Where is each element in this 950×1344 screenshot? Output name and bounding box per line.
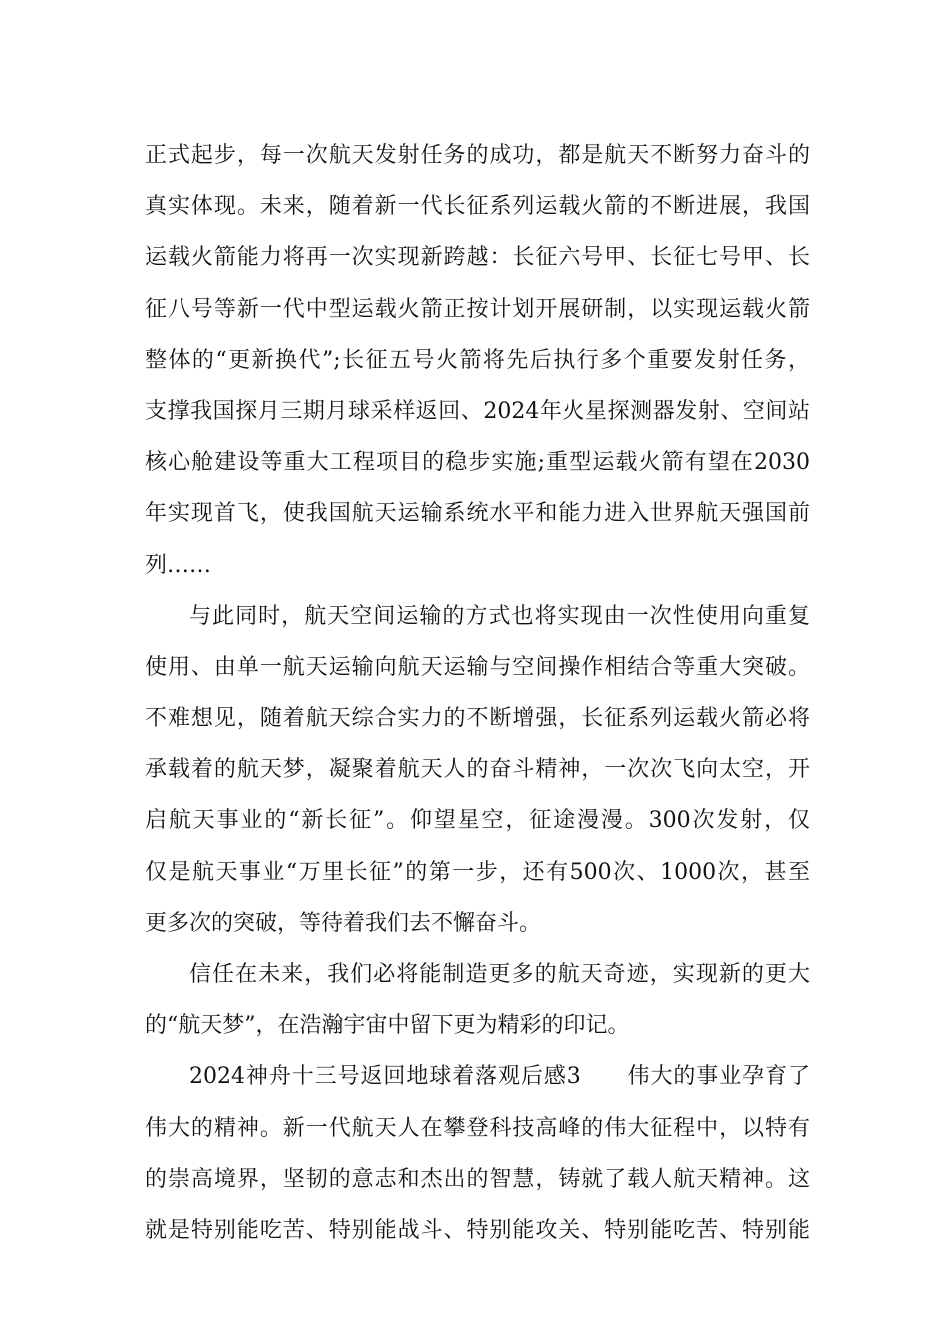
text-line: 征八号等新一代中型运载火箭正按计划开展研制，以实现运载火箭	[145, 296, 810, 322]
text-line: 承载着的航天梦，凝聚着航天人的奋斗精神，一次次飞向太空，开	[145, 757, 810, 783]
text-line: 整体的“更新换代”;长征五号火箭将先后执行多个重要发射任务，	[145, 347, 810, 373]
paragraph	[145, 130, 810, 591]
text-line: 使用、由单一航天运输向航天运输与空间操作相结合等重大突破。	[145, 654, 810, 680]
document-body	[145, 130, 810, 1256]
paragraph	[145, 949, 810, 1051]
text-line: 仅是航天事业“万里长征”的第一步，还有500次、1000次，甚至	[145, 859, 810, 885]
text-line: 与此同时，航天空间运输的方式也将实现由一次性使用向重复	[189, 603, 810, 629]
text-line: 信任在未来，我们必将能制造更多的航天奇迹，实现新的更大	[189, 962, 810, 987]
text-line: 2024神舟十三号返回地球着落观后感3 伟大的事业孕育了	[189, 1064, 810, 1090]
paragraph	[145, 1051, 810, 1256]
text-line: 运载火箭能力将再一次实现新跨越：长征六号甲、长征七号甲、长	[145, 245, 810, 271]
text-line: 启航天事业的“新长征”。仰望星空，征途漫漫。300次发射，仅	[145, 808, 810, 834]
text-line: 正式起步，每一次航天发射任务的成功，都是航天不断努力奋斗的	[145, 143, 810, 168]
text-line: 就是特别能吃苦、特别能战斗、特别能攻关、特别能吃苦、特别能	[145, 1217, 810, 1243]
text-line: 支撑我国探月三期月球采样返回、2024年火星探测器发射、空间站	[145, 398, 810, 424]
text-line: 核心舱建设等重大工程项目的稳步实施;重型运载火箭有望在2030	[145, 450, 810, 476]
text-line: 年实现首飞，使我国航天运输系统水平和能力进入世界航天强国前	[145, 501, 810, 527]
text-line: 更多次的突破，等待着我们去不懈奋斗。	[145, 910, 542, 936]
paragraph	[145, 591, 810, 949]
text-line: 伟大的精神。新一代航天人在攀登科技高峰的伟大征程中，以特有	[145, 1115, 810, 1141]
text-line: 真实体现。未来，随着新一代长征系列运载火箭的不断进展，我国	[145, 194, 810, 220]
text-line: 不难想见，随着航天综合实力的不断增强，长征系列运载火箭必将	[145, 706, 810, 732]
text-line: 的“航天梦”，在浩瀚宇宙中留下更为精彩的印记。	[145, 1013, 630, 1039]
text-line: 的崇高境界，坚韧的意志和杰出的智慧，铸就了载人航天精神。这	[145, 1166, 810, 1192]
text-line: 列……	[145, 552, 212, 578]
